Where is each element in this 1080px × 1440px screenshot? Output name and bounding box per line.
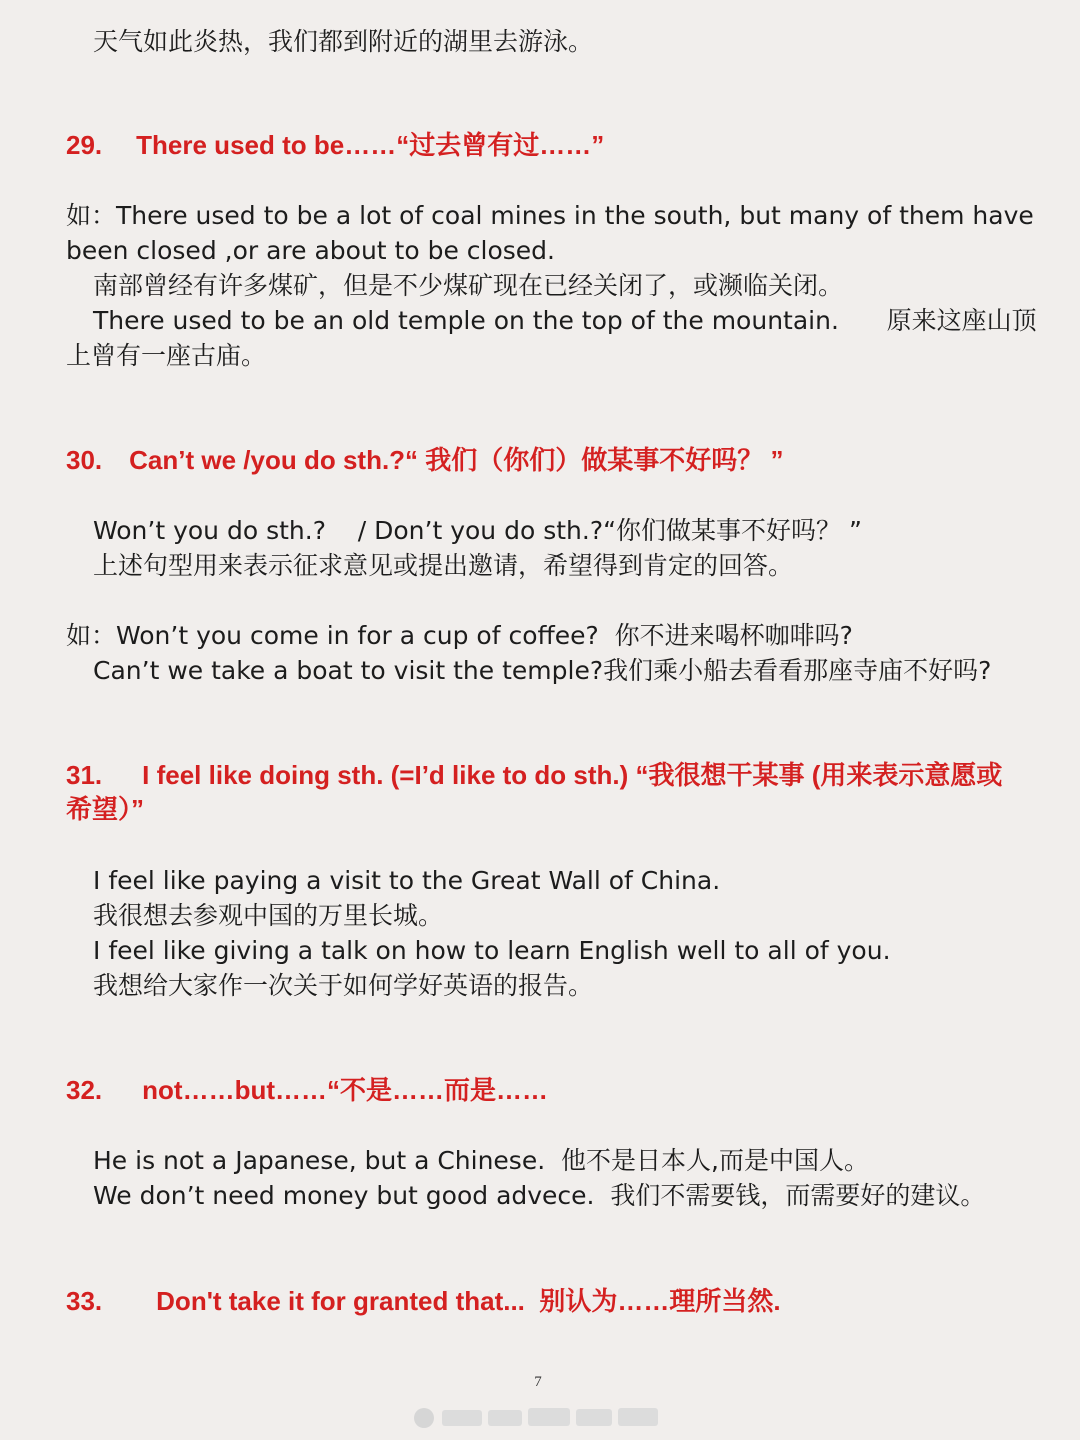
example-29-1b: been closed ,or are about to be closed. [66,236,556,265]
example-32-1: He is not a Japanese, but a Chinese. 他不是日本人,而是中国人。 [93,1146,870,1175]
heading-29-text: There used to be……“过去曾有过……” [136,130,605,160]
example-31-2: I feel like giving a talk on how to learn English well to all of you. [93,936,891,965]
heading-33 [66,1285,1026,1318]
pattern-30: Won’t you do sth.? / Don’t you do sth.?“你们做某事不好吗？ ” [93,516,862,545]
note-30: 上述句型用来表示征求意见或提出邀请，希望得到肯定的回答。 [93,551,794,580]
heading-32-text: not……but……“不是……而是…… [142,1075,549,1105]
example-29-2b: 上曾有一座古庙。 [66,341,267,370]
heading-31-continued: 希望）” [66,794,145,824]
heading-32-number: 32. [66,1075,103,1105]
example-29-1c: 南部曾经有许多煤矿，但是不少煤矿现在已经关闭了，或濒临关闭。 [93,271,844,300]
heading-30-number: 30. [66,445,103,475]
heading-32 [66,1074,1026,1107]
heading-29 [66,129,1026,162]
heading-30-text: Can’t we /you do sth.?“ 我们（你们）做某事不好吗？ ” [129,445,784,475]
heading-33-text: Don't take it for granted that... 别认为……理所当然. [156,1286,781,1316]
page-number: 7 [534,1374,542,1390]
heading-29-number: 29. [66,130,103,160]
example-31-2-translation: 我想给大家作一次关于如何学好英语的报告。 [93,971,594,1000]
heading-31-text: I feel like doing sth. (=I’d like to do sth.) “我很想干某事 (用来表示意愿或 [142,760,1003,790]
watermark-logo [412,1404,660,1430]
example-31-1-translation: 我很想去参观中国的万里长城。 [93,901,444,930]
example-29-2a: There used to be an old temple on the top of the mountain. 原来这座山顶 [93,306,1037,335]
heading-31-number: 31. [66,760,103,790]
heading-31 [66,759,1026,792]
intro-sentence: 天气如此炎热，我们都到附近的湖里去游泳。 [93,27,594,56]
heading-33-number: 33. [66,1286,103,1316]
example-31-1: I feel like paying a visit to the Great Wall of China. [93,866,721,895]
example-30-2: Can’t we take a boat to visit the temple?我们乘小船去看看那座寺庙不好吗? [93,656,992,685]
example-32-2: We don’t need money but good advece. 我们不需要钱，而需要好的建议。 [93,1181,986,1210]
heading-30 [66,444,1026,477]
example-29-1a: 如：There used to be a lot of coal mines in the south, but many of them have [66,201,1034,230]
example-30-1: 如：Won’t you come in for a cup of coffee? 你不进来喝杯咖啡吗? [66,621,853,650]
